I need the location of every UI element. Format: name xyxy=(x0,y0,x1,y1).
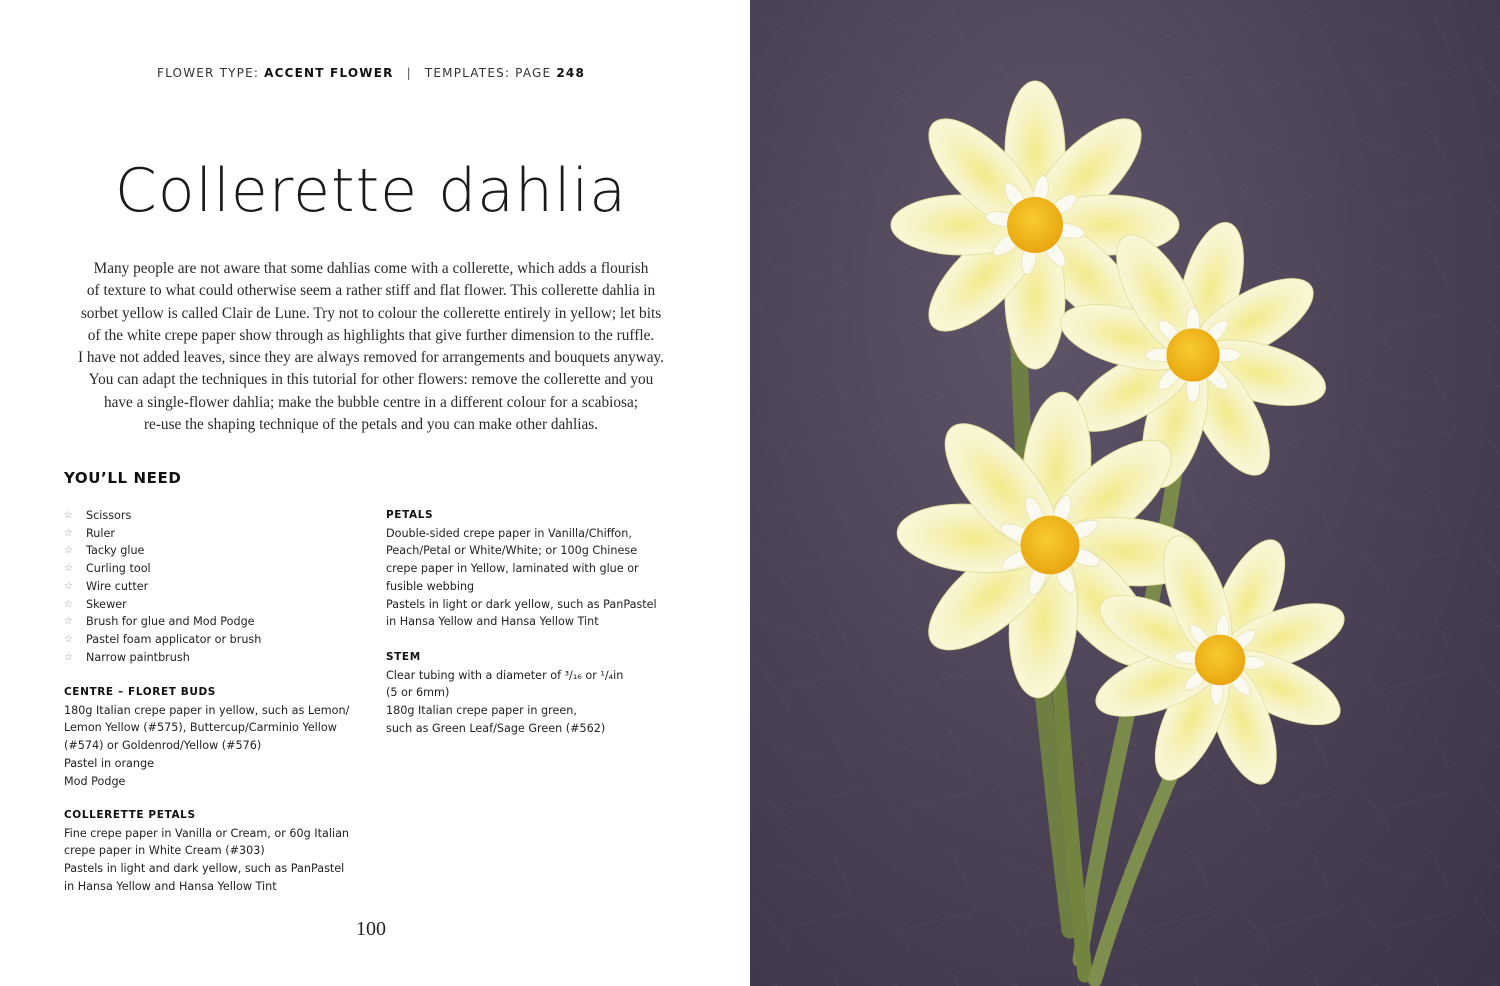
material-item xyxy=(64,825,374,860)
material-item xyxy=(64,860,374,895)
material-line: Pastel in orange xyxy=(64,756,154,770)
material-line: (5 or 6mm) xyxy=(386,686,450,700)
list-item xyxy=(64,542,364,560)
header-separator: | xyxy=(406,66,412,80)
list-item xyxy=(64,613,364,631)
flower-photo xyxy=(750,0,1500,986)
material-line: such as Green Leaf/Sage Green (#562) xyxy=(386,721,606,735)
tool-label: Tacky glue xyxy=(86,544,145,558)
material-item xyxy=(386,667,696,702)
flower-type-value: ACCENT FLOWER xyxy=(264,66,394,80)
tool-label: Curling tool xyxy=(86,562,151,576)
intro-line: I have not added leaves, since they are always removed for arrangements and bouquets anyway. xyxy=(77,349,664,367)
templates-label: TEMPLATES: PAGE xyxy=(424,66,552,80)
page-number: 100 xyxy=(356,918,386,940)
templates-page: 248 xyxy=(556,66,585,80)
centre-section xyxy=(64,684,374,790)
star-bullet-icon: ☆ xyxy=(64,651,73,663)
section-heading: STEM xyxy=(386,651,421,663)
intro-line: of the white crepe paper show through as highlights that give further dimension to the ruffle. xyxy=(87,326,655,344)
material-line: fusible webbing xyxy=(386,579,475,593)
list-item xyxy=(64,560,364,578)
dahlia-photo-illustration xyxy=(750,0,1500,986)
material-line: 180g Italian crepe paper in green, xyxy=(386,704,577,718)
material-item xyxy=(386,702,696,737)
material-line: crepe paper in Yellow, laminated with glue or xyxy=(386,562,639,576)
list-item xyxy=(64,596,364,614)
page-title: Collerette dahlia xyxy=(114,156,628,226)
stem-section xyxy=(386,649,696,738)
tool-label: Ruler xyxy=(86,526,115,540)
star-bullet-icon: ☆ xyxy=(64,616,73,628)
material-item xyxy=(64,773,374,791)
star-bullet-icon: ☆ xyxy=(64,545,73,557)
section-heading: COLLERETTE PETALS xyxy=(64,809,196,821)
star-bullet-icon: ☆ xyxy=(64,527,73,539)
material-item xyxy=(64,702,374,755)
star-bullet-icon: ☆ xyxy=(64,633,73,645)
material-line: Clear tubing with a diameter of ³/₁₆ or ¹/₄in xyxy=(386,668,624,682)
tool-label: Narrow paintbrush xyxy=(86,650,190,664)
flower-center xyxy=(1166,328,1219,381)
intro-line: Many people are not aware that some dahlias come with a collerette, which adds a flourish xyxy=(93,260,649,277)
list-item xyxy=(64,631,364,649)
tool-label: Skewer xyxy=(86,597,127,611)
intro-line: You can adapt the techniques in this tutorial for other flowers: remove the collerette and you xyxy=(88,371,654,389)
material-line: crepe paper in White Cream (#303) xyxy=(64,844,265,858)
intro-line: of texture to what could otherwise seem a rather stiff and flat flower. This collerette dahlia in xyxy=(86,282,656,300)
petals-section xyxy=(386,507,696,631)
tool-label: Scissors xyxy=(86,509,132,522)
flower-center xyxy=(1021,516,1080,575)
material-line: (#574) or Goldenrod/Yellow (#576) xyxy=(64,739,262,753)
tools-list xyxy=(64,507,364,666)
material-item xyxy=(386,525,696,596)
material-item xyxy=(386,596,696,631)
star-bullet-icon: ☆ xyxy=(64,510,73,521)
list-item xyxy=(64,525,364,543)
star-bullet-icon: ☆ xyxy=(64,563,73,575)
list-item xyxy=(64,578,364,596)
material-item xyxy=(64,755,374,773)
intro-line: sorbet yellow is called Clair de Lune. Try not to colour the collerette entirely in yellow; let bits xyxy=(80,304,662,322)
material-line: Pastels in light or dark yellow, such as PanPastel xyxy=(386,597,657,611)
tool-label: Wire cutter xyxy=(86,579,149,593)
flower-type-label: FLOWER TYPE: xyxy=(157,66,260,80)
tool-label: Pastel foam applicator or brush xyxy=(86,632,262,646)
material-line: Fine crepe paper in Vanilla or Cream, or 60g Italian xyxy=(64,826,350,840)
intro-line: have a single-flower dahlia; make the bubble centre in a different colour for a scabiosa; xyxy=(103,393,639,411)
list-item xyxy=(64,649,364,667)
material-line: Pastels in light and dark yellow, such as PanPastel xyxy=(64,862,345,876)
material-line: 180g Italian crepe paper in yellow, such as Lemon/ xyxy=(64,703,350,717)
collerette-section xyxy=(64,807,374,896)
intro-line: re-use the shaping technique of the petals and you can make other dahlias. xyxy=(143,416,599,434)
list-item xyxy=(64,507,364,525)
section-heading: CENTRE – FLORET BUDS xyxy=(64,686,216,698)
tool-label: Brush for glue and Mod Podge xyxy=(86,615,255,629)
material-line: in Hansa Yellow and Hansa Yellow Tint xyxy=(64,879,277,893)
material-line: Double-sided crepe paper in Vanilla/Chiffon, xyxy=(386,526,632,540)
section-heading: PETALS xyxy=(386,509,434,521)
material-line: Lemon Yellow (#575), Buttercup/Carminio Yellow xyxy=(64,721,337,735)
youll-need-heading: YOU’LL NEED xyxy=(64,469,182,487)
page-header xyxy=(0,66,742,80)
star-bullet-icon: ☆ xyxy=(64,598,73,610)
material-line: in Hansa Yellow and Hansa Yellow Tint xyxy=(386,615,599,629)
flower-center xyxy=(1195,635,1245,685)
material-line: Mod Podge xyxy=(64,774,126,788)
star-bullet-icon: ☆ xyxy=(64,580,73,592)
material-line: Peach/Petal or White/White; or 100g Chinese xyxy=(386,544,638,558)
intro-paragraph xyxy=(68,258,674,436)
flower-center xyxy=(1007,197,1063,253)
